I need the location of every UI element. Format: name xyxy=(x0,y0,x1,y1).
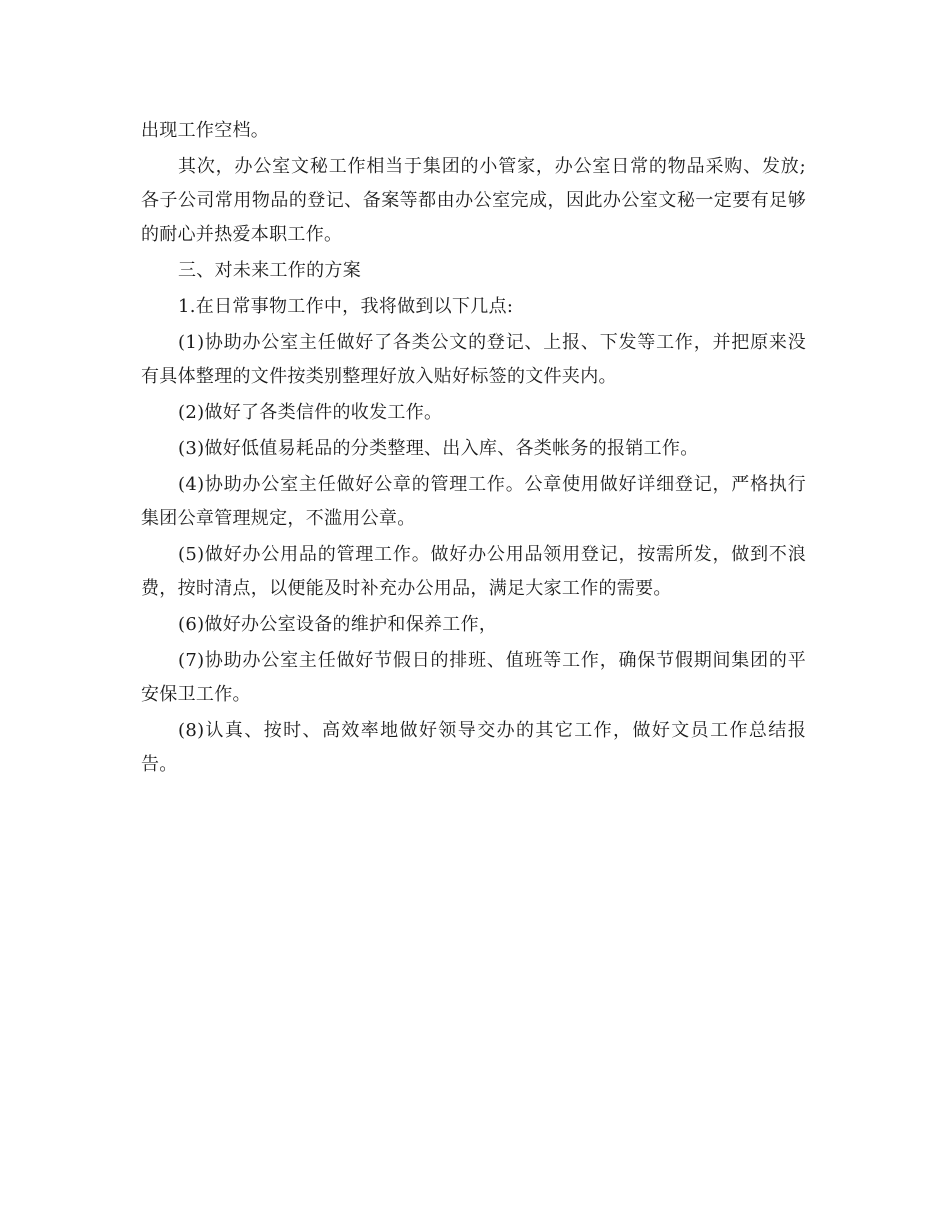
paragraph-continuation: 出现工作空档。 xyxy=(141,120,270,141)
list-item-4: (4)协助办公室主任做好公章的管理工作。公章使用做好详细登记，严格执行集团公章管理规定，不滥用公章。 xyxy=(141,474,806,529)
list-item-5: (5)做好办公用品的管理工作。做好办公用品领用登记，按需所发，做到不浪费，按时清点，以便能及时补充办公用品，满足大家工作的需要。 xyxy=(141,544,806,599)
list-item-7: (7)协助办公室主任做好节假日的排班、值班等工作，确保节假期间集团的平安保卫工作。 xyxy=(141,650,806,705)
list-item-1: (1)协助办公室主任做好了各类公文的登记、上报、下发等工作，并把原来没有具体整理的文件按类别整理好放入贴好标签的文件夹内。 xyxy=(141,332,806,387)
list-item-2: (2)做好了各类信件的收发工作。 xyxy=(178,402,443,423)
list-item-3: (3)做好低值易耗品的分类整理、出入库、各类帐务的报销工作。 xyxy=(178,438,699,459)
document-body xyxy=(141,114,806,784)
paragraph-secondly: 其次，办公室文秘工作相当于集团的小管家，办公室日常的物品采购、发放;各子公司常用物品的登记、备案等都由办公室完成，因此办公室文秘一定要有足够的耐心并热爱本职工作。 xyxy=(141,156,806,245)
list-item-6: (6)做好办公室设备的维护和保养工作， xyxy=(178,614,498,635)
paragraph-daily-work-intro: 1.在日常事物工作中，我将做到以下几点: xyxy=(178,296,514,317)
section-heading-future-plan: 三、对未来工作的方案 xyxy=(178,260,361,281)
list-item-8: (8)认真、按时、高效率地做好领导交办的其它工作，做好文员工作总结报告。 xyxy=(141,720,806,775)
